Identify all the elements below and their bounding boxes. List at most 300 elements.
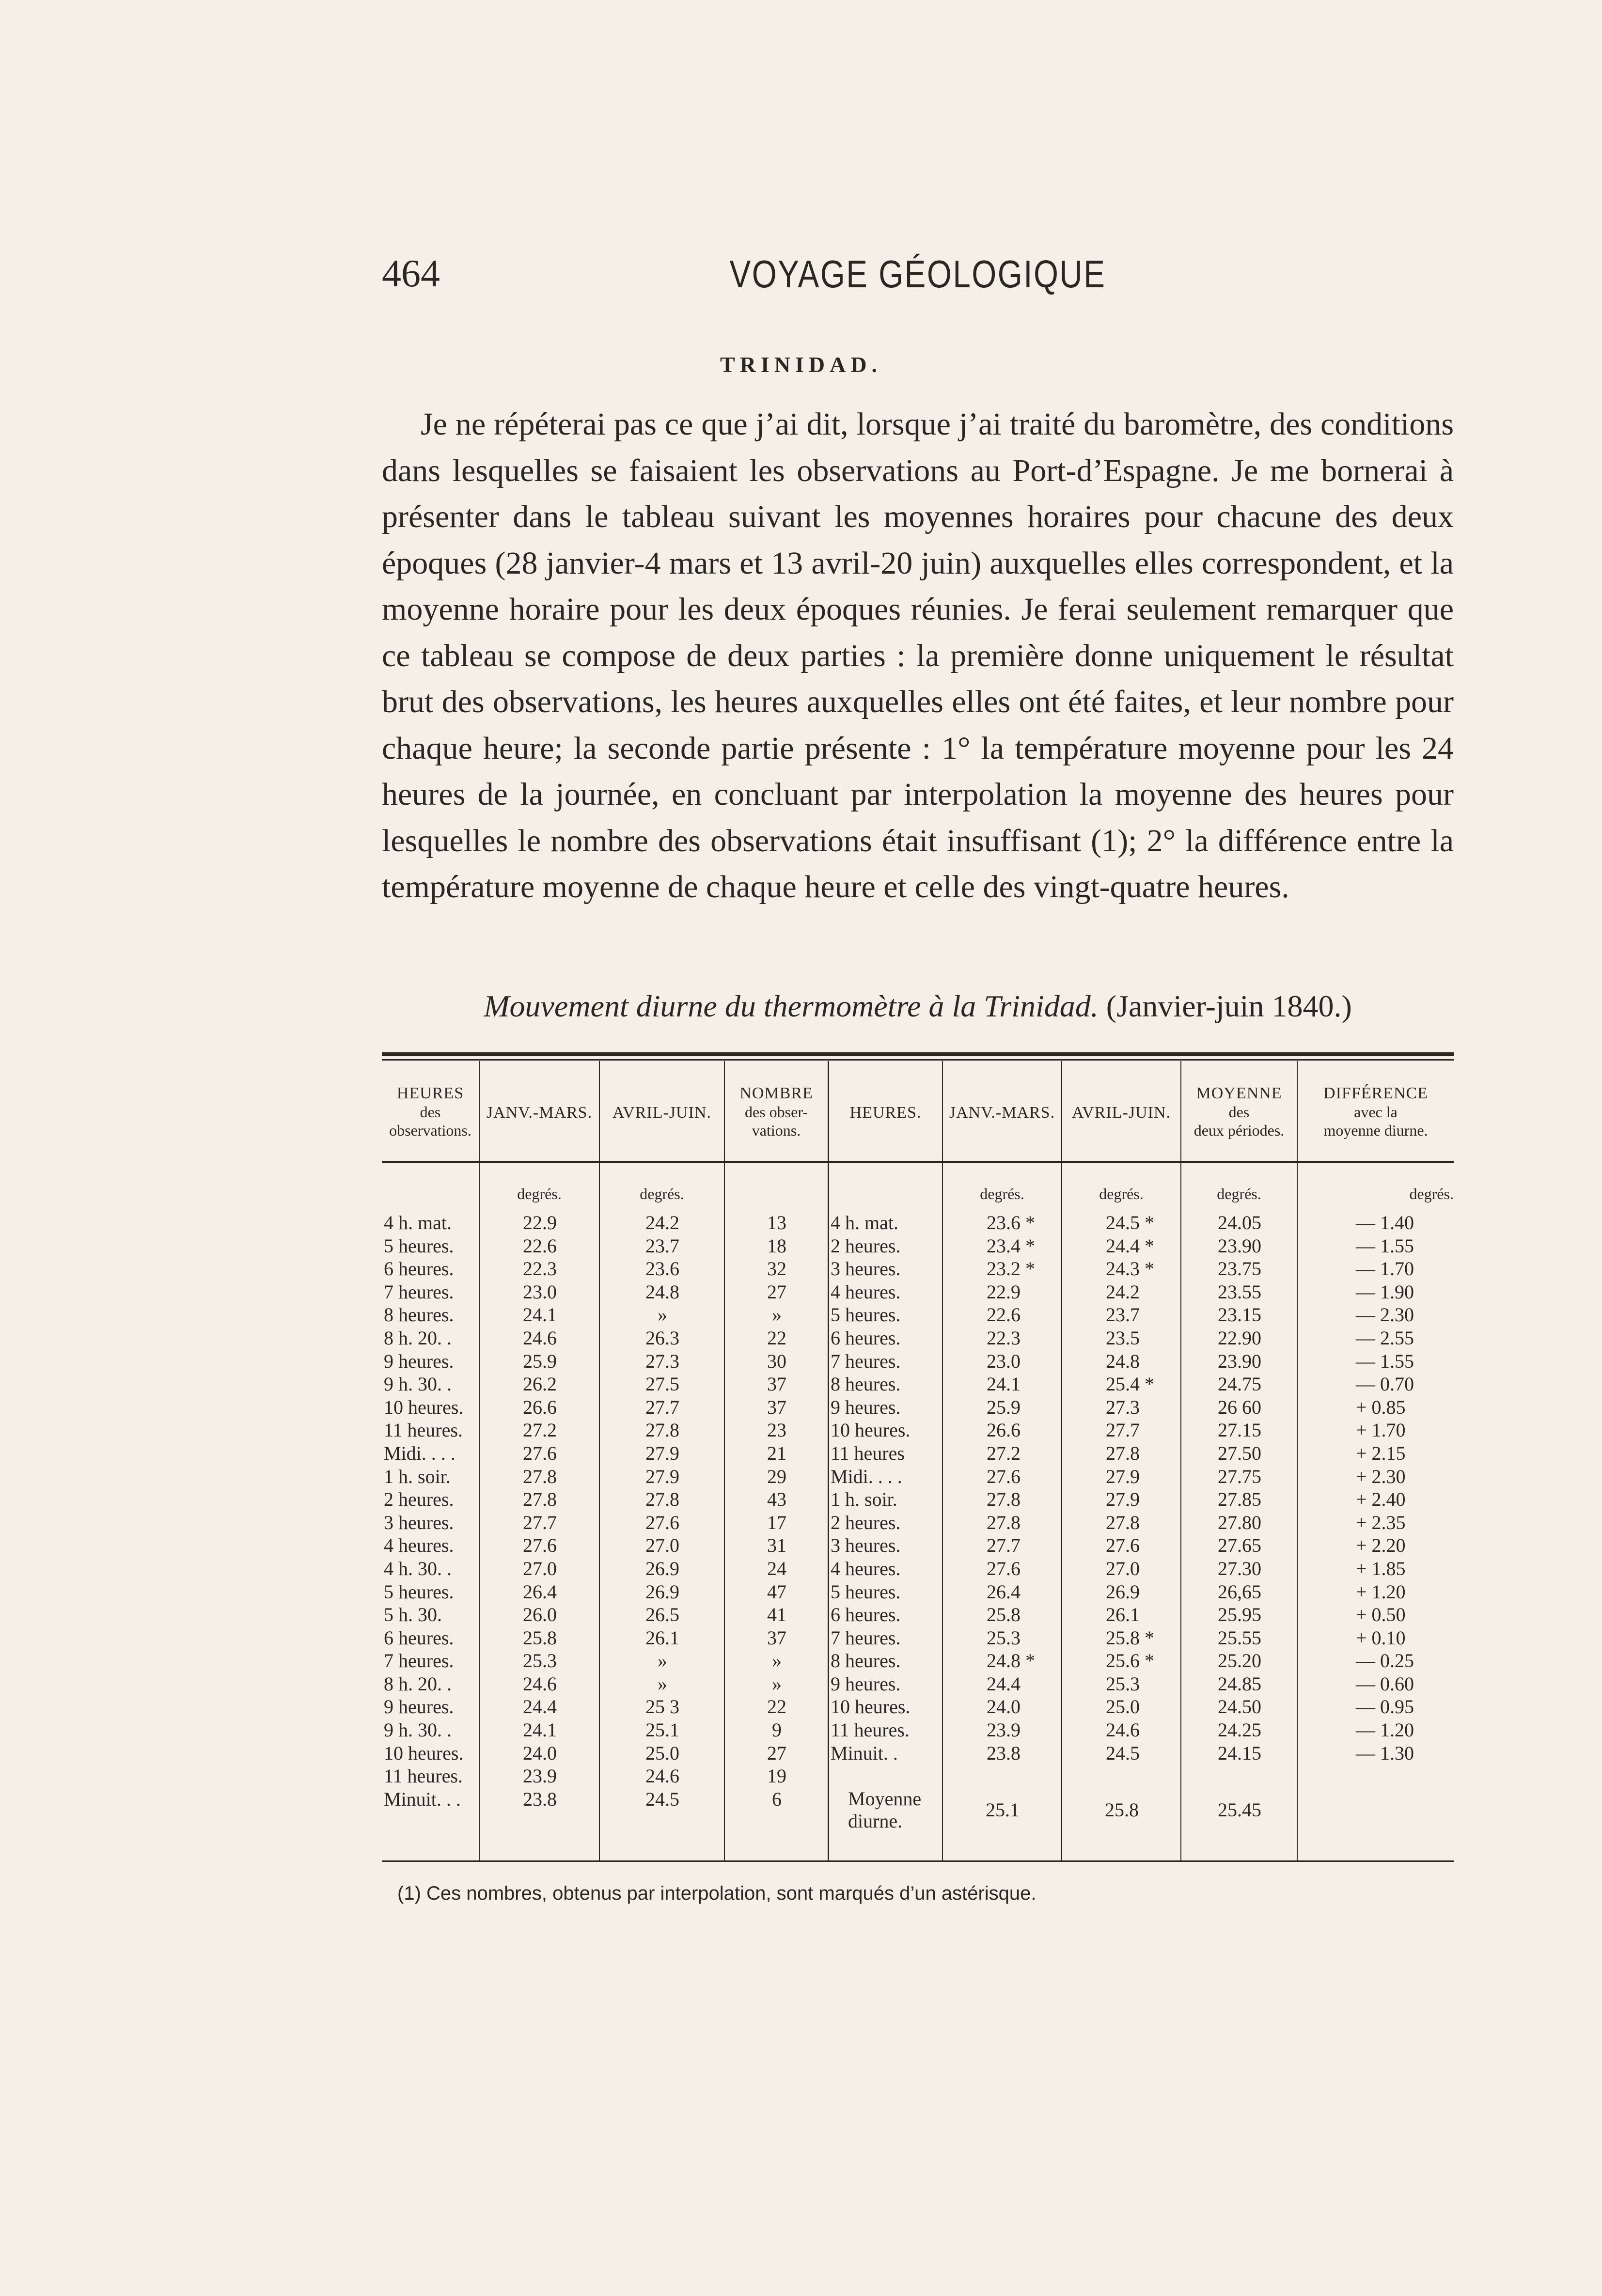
table-row — [382, 1765, 1454, 1788]
cell-hour: 4 heures. — [384, 1534, 454, 1557]
cell-difference: + 2.35 — [1356, 1511, 1406, 1533]
cell-avril: 24.8 — [645, 1281, 679, 1303]
header-heures-observations — [382, 1084, 479, 1140]
header-line: DIFFÉRENCE — [1323, 1084, 1428, 1102]
cell-difference: + 1.85 — [1356, 1557, 1406, 1579]
cell-janv: 23.0 — [523, 1281, 557, 1303]
cell-hour-2: 4 heures. — [831, 1557, 901, 1579]
cell-janv-2: 27.8 — [987, 1511, 1021, 1533]
cell-hour: 8 h. 20. . — [384, 1672, 452, 1695]
header-avril-juin-2 — [1062, 1104, 1180, 1122]
cell-hour-2: 8 heures. — [831, 1650, 901, 1672]
table-row — [382, 1672, 1454, 1696]
cell-avril: 27.0 — [645, 1534, 679, 1557]
body-paragraph: Je ne répéterai pas ce que j’ai dit, lorsque j’ai traité du baromètre, des conditions dans lesquelles se faisaient les observations au Port-d’Espagne. Je me bornerai à présenter dans le tableau suivant les moyennes horaires pour chacune des deux époques (28 janvier-4 mars et 13 avril-20 juin) auxquelles elles correspondent, et la moyenne horaire pour les deux époques réunies. Je ferai seulement remarquer que ce tableau se compose de deux parties : la première donne uniquement le résultat brut des observations, les heures auxquelles elles ont été faites, et leur nombre pour chaque heure; la seconde partie présente : 1° la température moyenne pour les 24 heures de la journée, en concluant par interpolation la moyenne des heures pour lesquelles le nombre des observations était insuffisant (1); 2° la différence entre la température moyenne de chaque heure et celle des vingt-quatre heures. — [382, 406, 1454, 905]
cell-avril-2: 25.4 * — [1106, 1373, 1154, 1395]
cell-avril: 26.3 — [645, 1327, 679, 1349]
cell-avril: 23.7 — [645, 1234, 679, 1257]
cell-avril: 26.1 — [645, 1626, 679, 1649]
cell-hour-2: 4 h. mat. — [831, 1212, 898, 1234]
cell-mean: 23.90 — [1218, 1350, 1261, 1372]
cell-hour-2 — [829, 1765, 943, 1788]
table-row — [382, 1695, 1454, 1718]
table-row — [382, 1626, 1454, 1650]
cell-mean: 24.15 — [1218, 1742, 1261, 1764]
header-line: AVRIL-JUIN. — [1072, 1104, 1171, 1122]
cell-avril: 27.8 — [645, 1419, 679, 1441]
cell-avril-2: 27.8 — [1106, 1442, 1140, 1464]
cell-nombre: 22 — [767, 1327, 786, 1349]
cell-nombre: 32 — [767, 1258, 786, 1280]
cell-mean: 26 60 — [1218, 1396, 1261, 1418]
cell-avril: 27.5 — [645, 1373, 679, 1395]
cell-mean: 27.65 — [1218, 1534, 1261, 1557]
cell-avril-2: 24.2 — [1106, 1281, 1140, 1303]
header-line: JANV.-MARS. — [949, 1104, 1055, 1122]
cell-avril-2: 25.6 * — [1106, 1650, 1154, 1672]
cell-janv: 24.1 — [523, 1304, 557, 1326]
cell-mean: 26,65 — [1218, 1580, 1261, 1603]
cell-hour-2: 7 heures. — [831, 1350, 901, 1372]
cell-mean: 27.15 — [1218, 1419, 1261, 1441]
cell-hour: 11 heures. — [384, 1765, 463, 1787]
cell-janv: 27.2 — [523, 1419, 557, 1441]
cell-janv: 26.2 — [523, 1373, 557, 1395]
cell-difference: — 1.30 — [1356, 1742, 1414, 1764]
mean-label-line: Moyenne — [848, 1787, 922, 1810]
cell-avril: 27.6 — [645, 1511, 679, 1533]
cell-hour-2: 11 heures. — [831, 1719, 910, 1741]
cell-nombre: 24 — [767, 1557, 786, 1579]
cell-hour: 8 h. 20. . — [384, 1327, 452, 1349]
cell-mean — [1181, 1765, 1298, 1788]
cell-hour-2: 7 heures. — [831, 1626, 901, 1649]
cell-mean-avril: 25.8 — [1105, 1799, 1139, 1821]
cell-avril-2: 24.4 * — [1106, 1234, 1154, 1257]
cell-hour: 11 heures. — [384, 1419, 463, 1441]
cell-janv-2: 22.3 — [987, 1327, 1021, 1349]
table-row — [382, 1580, 1454, 1604]
cell-hour-2: Minuit. . — [831, 1742, 898, 1764]
section-title: TRINIDAD. — [720, 352, 882, 377]
cell-janv: 22.3 — [523, 1258, 557, 1280]
cell-nombre: 23 — [767, 1419, 786, 1441]
header-heures — [829, 1104, 942, 1122]
table-row — [382, 1350, 1454, 1373]
cell-hour-2: 10 heures. — [831, 1696, 911, 1718]
cell-mean: 24.50 — [1218, 1696, 1261, 1718]
unit-label: degrés. — [517, 1185, 562, 1203]
cell-janv: 25.9 — [523, 1350, 557, 1372]
cell-avril-2: 24.8 — [1106, 1350, 1140, 1372]
table-row — [382, 1718, 1454, 1742]
header-line: NOMBRE — [739, 1084, 813, 1102]
cell-avril: 27.3 — [645, 1350, 679, 1372]
cell-nombre: 29 — [767, 1465, 786, 1487]
cell-avril-2: 25.0 — [1106, 1696, 1140, 1718]
cell-janv-2: 27.8 — [987, 1488, 1021, 1511]
cell-janv: 26.6 — [523, 1396, 557, 1418]
cell-janv-2: 26.4 — [987, 1580, 1021, 1603]
unit-label: degrés. — [1099, 1185, 1144, 1203]
cell-janv: 27.6 — [523, 1534, 557, 1557]
cell-mean: 23.15 — [1218, 1304, 1261, 1326]
table-row — [382, 1488, 1454, 1511]
cell-nombre: » — [772, 1672, 782, 1695]
cell-avril-2: 24.3 * — [1106, 1258, 1154, 1280]
cell-hour: 2 heures. — [384, 1488, 454, 1511]
cell-avril-2: 24.5 * — [1106, 1212, 1154, 1234]
cell-janv-2: 24.8 * — [987, 1650, 1035, 1672]
cell-nombre: 18 — [767, 1234, 786, 1257]
cell-difference: — 2.30 — [1356, 1304, 1414, 1326]
cell-janv: 26.0 — [523, 1604, 557, 1626]
cell-avril: 24.2 — [645, 1212, 679, 1234]
cell-janv-2: 25.8 — [987, 1604, 1021, 1626]
cell-nombre: 37 — [767, 1396, 786, 1418]
cell-hour-2: 3 heures. — [831, 1258, 901, 1280]
cell-difference: + 2.15 — [1356, 1442, 1406, 1464]
cell-difference: + 0.10 — [1356, 1626, 1406, 1649]
header-line: HEURES. — [849, 1104, 922, 1122]
cell-difference: + 1.70 — [1356, 1419, 1406, 1441]
cell-nombre: 6 — [772, 1788, 782, 1810]
cell-avril: 27.7 — [645, 1396, 679, 1418]
table-row — [382, 1211, 1454, 1234]
cell-difference: — 1.70 — [1356, 1258, 1414, 1280]
cell-hour: 10 heures. — [384, 1742, 464, 1764]
thermometer-table — [382, 1211, 1454, 1832]
cell-nombre: 27 — [767, 1742, 786, 1764]
cell-janv: 23.9 — [523, 1765, 557, 1787]
table-bottom-rule — [382, 1860, 1454, 1862]
cell-janv-2: 23.4 * — [987, 1234, 1035, 1257]
table-header-rule — [382, 1161, 1454, 1163]
cell-janv-2: 23.2 * — [987, 1258, 1035, 1280]
cell-hour-2: 9 heures. — [831, 1396, 901, 1418]
cell-janv: 26.4 — [523, 1580, 557, 1603]
table-row — [382, 1603, 1454, 1626]
cell-hour-2: 2 heures. — [831, 1234, 901, 1257]
header-moyenne — [1181, 1084, 1297, 1140]
header-line: avec la — [1354, 1103, 1398, 1121]
cell-hour-2: 6 heures. — [831, 1604, 901, 1626]
header-line: deux périodes. — [1194, 1122, 1285, 1139]
cell-hour: 3 heures. — [384, 1511, 454, 1533]
cell-janv: 22.9 — [523, 1212, 557, 1234]
header-line: JANV.-MARS. — [486, 1104, 593, 1122]
table-row — [382, 1557, 1454, 1580]
cell-avril-2: 23.7 — [1106, 1304, 1140, 1326]
header-nombre-observations — [725, 1084, 828, 1140]
running-title: VOYAGE GÉOLOGIQUE — [729, 252, 1106, 296]
cell-janv-2: 24.0 — [987, 1696, 1021, 1718]
table-row — [382, 1442, 1454, 1465]
cell-janv: 24.0 — [523, 1742, 557, 1764]
cell-avril-2: 25.8 * — [1106, 1626, 1154, 1649]
cell-avril: » — [658, 1304, 667, 1326]
cell-hour: 9 h. 30. . — [384, 1719, 452, 1741]
cell-mean: 25.20 — [1218, 1650, 1261, 1672]
cell-hour: 1 h. soir. — [384, 1465, 451, 1487]
table-row — [382, 1419, 1454, 1442]
cell-difference: + 0.50 — [1356, 1604, 1406, 1626]
cell-nombre: 19 — [767, 1765, 786, 1787]
cell-janv-2: 27.6 — [987, 1557, 1021, 1579]
running-head — [382, 252, 1454, 300]
cell-hour-2: 9 heures. — [831, 1672, 901, 1695]
cell-nombre: 17 — [767, 1511, 786, 1533]
cell-hour-2: 1 h. soir. — [831, 1488, 897, 1511]
cell-nombre: 37 — [767, 1373, 786, 1395]
cell-avril-2: 27.9 — [1106, 1488, 1140, 1511]
cell-janv: 24.6 — [523, 1327, 557, 1349]
cell-hour-2: 5 heures. — [831, 1304, 901, 1326]
cell-hour: 5 heures. — [384, 1234, 454, 1257]
cell-janv-2: 23.8 — [987, 1742, 1021, 1764]
table-row — [382, 1373, 1454, 1396]
page-number: 464 — [382, 252, 440, 295]
cell-avril-2: 27.6 — [1106, 1534, 1140, 1557]
cell-avril: 27.8 — [645, 1488, 679, 1511]
cell-mean: 25.95 — [1218, 1604, 1261, 1626]
table-row — [382, 1327, 1454, 1350]
cell-janv-2: 27.7 — [987, 1534, 1021, 1557]
cell-mean: 23.75 — [1218, 1258, 1261, 1280]
footnote: (1) Ces nombres, obtenus par interpolation, sont marqués d’un astérisque. — [397, 1883, 1037, 1904]
cell-hour-2: 3 heures. — [831, 1534, 901, 1557]
cell-janv-2: 23.0 — [987, 1350, 1021, 1372]
cell-avril: 24.6 — [645, 1765, 679, 1787]
cell-hour: 10 heures. — [384, 1396, 464, 1418]
header-difference — [1298, 1084, 1454, 1140]
cell-nombre: 9 — [772, 1719, 782, 1741]
cell-mean: 27.85 — [1218, 1488, 1261, 1511]
table-row — [382, 1465, 1454, 1488]
cell-empty — [1298, 1788, 1454, 1832]
table-row — [382, 1511, 1454, 1534]
header-line: des — [1228, 1103, 1250, 1121]
cell-hour: 7 heures. — [384, 1650, 454, 1672]
cell-avril-2: 27.0 — [1106, 1557, 1140, 1579]
cell-avril-2: 27.7 — [1106, 1419, 1140, 1441]
cell-janv: 27.0 — [523, 1557, 557, 1579]
cell-avril-2: 25.3 — [1106, 1672, 1140, 1695]
cell-janv: 25.3 — [523, 1650, 557, 1672]
cell-janv-2: 26.6 — [987, 1419, 1021, 1441]
table-row — [382, 1234, 1454, 1258]
cell-avril: 27.9 — [645, 1465, 679, 1487]
cell-nombre: 37 — [767, 1626, 786, 1649]
cell-difference: + 1.20 — [1356, 1580, 1406, 1603]
cell-difference: + 2.30 — [1356, 1465, 1406, 1487]
cell-avril-2: 26.1 — [1106, 1604, 1140, 1626]
cell-difference: + 0.85 — [1356, 1396, 1406, 1418]
table-caption — [382, 988, 1454, 1024]
cell-avril: 24.5 — [645, 1788, 679, 1810]
cell-difference: — 0.25 — [1356, 1650, 1414, 1672]
cell-janv-2: 27.6 — [987, 1465, 1021, 1487]
cell-janv-2: 22.6 — [987, 1304, 1021, 1326]
cell-janv: 27.7 — [523, 1511, 557, 1533]
cell-nombre: 27 — [767, 1281, 786, 1303]
cell-difference — [1298, 1765, 1454, 1788]
cell-janv-2: 24.1 — [987, 1373, 1021, 1395]
cell-janv: 23.8 — [523, 1788, 557, 1810]
table-row — [382, 1742, 1454, 1765]
cell-hour: 6 heures. — [384, 1258, 454, 1280]
cell-nombre: 13 — [767, 1212, 786, 1234]
cell-hour: 4 h. mat. — [384, 1212, 452, 1234]
cell-avril: » — [658, 1672, 667, 1695]
cell-nombre: » — [772, 1650, 782, 1672]
cell-nombre: 21 — [767, 1442, 786, 1464]
table-body — [382, 1211, 1454, 1788]
header-line: vations. — [752, 1122, 801, 1139]
units-row — [382, 1185, 1454, 1209]
header-line: des obser- — [745, 1103, 808, 1121]
cell-hour: 5 h. 30. — [384, 1604, 442, 1626]
header-janv-mars-2 — [943, 1104, 1061, 1122]
cell-hour-2: 10 heures. — [831, 1419, 911, 1441]
cell-janv-2: 27.2 — [987, 1442, 1021, 1464]
cell-hour: Minuit. . . — [384, 1788, 461, 1810]
cell-mean: 24.85 — [1218, 1672, 1261, 1695]
cell-janv: 24.6 — [523, 1672, 557, 1695]
unit-label: degrés. — [1409, 1185, 1454, 1203]
cell-difference: — 1.55 — [1356, 1350, 1414, 1372]
cell-hour: 8 heures. — [384, 1304, 454, 1326]
cell-avril-2: 24.6 — [1106, 1719, 1140, 1741]
cell-mean: 25.55 — [1218, 1626, 1261, 1649]
cell-hour: 9 heures. — [384, 1696, 454, 1718]
cell-mean-janv: 25.1 — [986, 1799, 1020, 1821]
table-row — [382, 1281, 1454, 1304]
cell-mean: 27.50 — [1218, 1442, 1261, 1464]
cell-hour-2: Midi. . . . — [831, 1465, 902, 1487]
table-top-rule-thin — [382, 1059, 1454, 1061]
cell-avril: » — [658, 1650, 667, 1672]
cell-avril-2: 27.9 — [1106, 1465, 1140, 1487]
cell-hour-2: 4 heures. — [831, 1281, 901, 1303]
cell-mean-label — [829, 1788, 943, 1832]
cell-mean: 24.05 — [1218, 1212, 1261, 1234]
table-row — [382, 1649, 1454, 1672]
cell-avril-2: 27.3 — [1106, 1396, 1140, 1418]
cell-janv-2 — [943, 1765, 1062, 1788]
mean-label-line: diurne. — [848, 1810, 903, 1832]
cell-hour: 4 h. 30. . — [384, 1557, 452, 1579]
table-row — [382, 1257, 1454, 1281]
cell-nombre: 22 — [767, 1696, 786, 1718]
cell-mean: 23.90 — [1218, 1234, 1261, 1257]
cell-janv: 24.4 — [523, 1696, 557, 1718]
header-line: AVRIL-JUIN. — [613, 1104, 711, 1122]
cell-mean: 22.90 — [1218, 1327, 1261, 1349]
cell-nombre: 30 — [767, 1350, 786, 1372]
cell-janv: 27.8 — [523, 1465, 557, 1487]
cell-janv-2: 25.3 — [987, 1626, 1021, 1649]
cell-hour-2: 11 heures — [831, 1442, 905, 1464]
table-row — [382, 1303, 1454, 1327]
table-row — [382, 1534, 1454, 1557]
header-line: HEURES — [396, 1084, 464, 1102]
cell-nombre: 31 — [767, 1534, 786, 1557]
cell-hour: 9 heures. — [384, 1350, 454, 1372]
cell-avril-2 — [1062, 1765, 1181, 1788]
cell-hour: 7 heures. — [384, 1281, 454, 1303]
cell-avril: 26.9 — [645, 1580, 679, 1603]
cell-janv-2: 23.9 — [987, 1719, 1021, 1741]
cell-hour: 5 heures. — [384, 1580, 454, 1603]
cell-hour-2: 8 heures. — [831, 1373, 901, 1395]
cell-difference: — 1.90 — [1356, 1281, 1414, 1303]
cell-nombre: 41 — [767, 1604, 786, 1626]
cell-difference: — 0.60 — [1356, 1672, 1414, 1695]
cell-avril-2: 23.5 — [1106, 1327, 1140, 1349]
header-line: moyenne diurne. — [1323, 1122, 1428, 1139]
header-line: MOYENNE — [1196, 1084, 1282, 1102]
cell-hour: Midi. . . . — [384, 1442, 455, 1464]
cell-avril: 26.9 — [645, 1557, 679, 1579]
cell-avril: 25.1 — [645, 1719, 679, 1741]
cell-hour-2: 5 heures. — [831, 1580, 901, 1603]
cell-difference: — 0.95 — [1356, 1696, 1414, 1718]
cell-avril-2: 26.9 — [1106, 1580, 1140, 1603]
cell-avril-2: 27.8 — [1106, 1511, 1140, 1533]
cell-mean: 27.30 — [1218, 1557, 1261, 1579]
cell-mean: 24.75 — [1218, 1373, 1261, 1395]
cell-janv-2: 23.6 * — [987, 1212, 1035, 1234]
cell-difference: — 0.70 — [1356, 1373, 1414, 1395]
header-line: observations. — [389, 1122, 471, 1139]
cell-difference: — 2.55 — [1356, 1327, 1414, 1349]
table-row — [382, 1788, 1454, 1832]
cell-difference: — 1.40 — [1356, 1212, 1414, 1234]
cell-difference: — 1.20 — [1356, 1719, 1414, 1741]
caption-italic: Mouvement diurne du thermomètre à la Trinidad. — [484, 989, 1099, 1023]
cell-janv-2: 24.4 — [987, 1672, 1021, 1695]
caption-date: (Janvier-juin 1840.) — [1106, 989, 1352, 1023]
cell-mean: 27.80 — [1218, 1511, 1261, 1533]
cell-avril: 27.9 — [645, 1442, 679, 1464]
table-top-rule-thick — [382, 1052, 1454, 1056]
unit-label: degrés. — [980, 1185, 1024, 1203]
cell-avril: 26.5 — [645, 1604, 679, 1626]
cell-nombre: 47 — [767, 1580, 786, 1603]
cell-avril: 25 3 — [645, 1696, 679, 1718]
cell-hour: 6 heures. — [384, 1626, 454, 1649]
header-line: des — [420, 1103, 441, 1121]
cell-janv: 25.8 — [523, 1626, 557, 1649]
cell-hour: 9 h. 30. . — [384, 1373, 452, 1395]
cell-mean: 24.25 — [1218, 1719, 1261, 1741]
cell-mean: 23.55 — [1218, 1281, 1261, 1303]
cell-janv-2: 25.9 — [987, 1396, 1021, 1418]
cell-nombre: 43 — [767, 1488, 786, 1511]
cell-janv: 24.1 — [523, 1719, 557, 1741]
cell-avril: 23.6 — [645, 1258, 679, 1280]
cell-janv: 22.6 — [523, 1234, 557, 1257]
cell-mean: 27.75 — [1218, 1465, 1261, 1487]
cell-difference: + 2.20 — [1356, 1534, 1406, 1557]
cell-avril-2: 24.5 — [1106, 1742, 1140, 1764]
cell-difference: — 1.55 — [1356, 1234, 1414, 1257]
cell-hour-2: 6 heures. — [831, 1327, 901, 1349]
cell-janv: 27.6 — [523, 1442, 557, 1464]
table-final-row — [382, 1788, 1454, 1832]
cell-janv-2: 22.9 — [987, 1281, 1021, 1303]
